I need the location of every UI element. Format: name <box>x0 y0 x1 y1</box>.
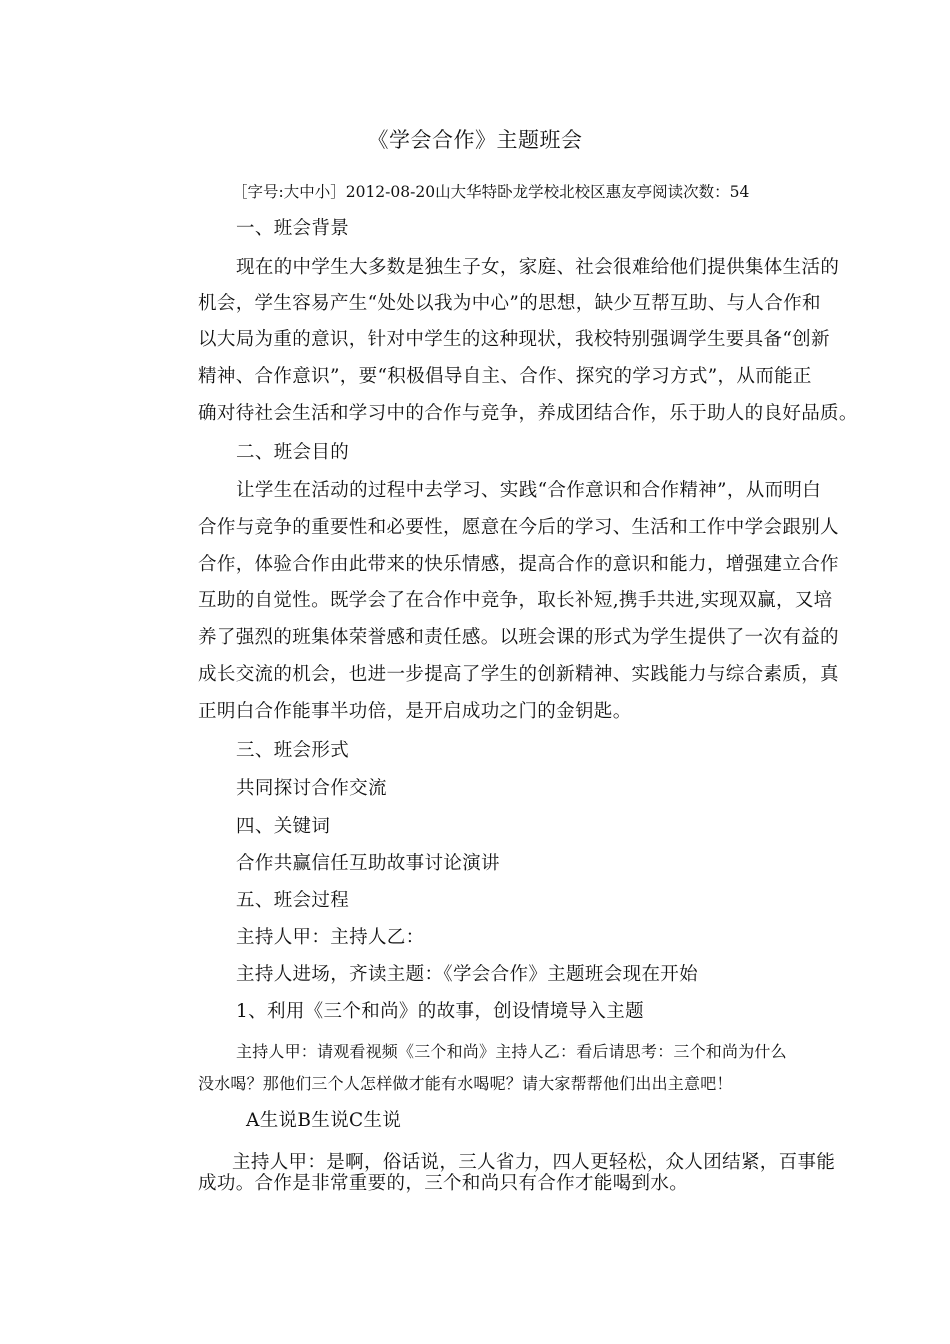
paragraph-line: 成长交流的机会，也进一步提高了学生的创新精神、实践能力与综合素质，真 <box>198 664 839 685</box>
paragraph-line: 互助的自觉性。既学会了在合作中竞争，取长补短,携手共进,实现双赢，又培 <box>198 590 833 611</box>
paragraph-line: 机会，学生容易产生“处处以我为中心”的思想，缺少互帮互助、与人合作和 <box>198 293 821 314</box>
document-title: 《学会合作》主题班会 <box>367 128 583 152</box>
paragraph-line: 合作与竞争的重要性和必要性，愿意在今后的学习、生活和工作中学会跟别人 <box>198 517 839 538</box>
paragraph-line: 成功。合作是非常重要的，三个和尚只有合作才能喝到水。 <box>198 1173 689 1194</box>
section-heading-format: 三、班会形式 <box>236 740 350 761</box>
paragraph-line: 确对待社会生活和学习中的合作与竞争，养成团结合作，乐于助人的良好品质。 <box>198 403 858 424</box>
paragraph-line: 共同探讨合作交流 <box>236 778 387 799</box>
paragraph-line: 没水喝？那他们三个人怎样做才能有水喝呢？请大家帮帮他们出出主意吧！ <box>198 1074 733 1093</box>
paragraph-line: 合作，体验合作由此带来的快乐情感，提高合作的意识和能力，增强建立合作 <box>198 554 839 575</box>
paragraph-line: 主持人甲：主持人乙： <box>236 927 425 948</box>
section-heading-keywords: 四、关键词 <box>236 816 331 837</box>
paragraph-line: A生说B生说C生说 <box>246 1110 402 1131</box>
paragraph-line: 养了强烈的班集体荣誉感和责任感。以班会课的形式为学生提供了一次有益的 <box>198 627 839 648</box>
paragraph-line: 现在的中学生大多数是独生子女，家庭、社会很难给他们提供集体生活的 <box>236 257 840 278</box>
paragraph-line: 精神、合作意识”，要“积极倡导自主、合作、探究的学习方式”，从而能正 <box>198 366 812 387</box>
paragraph-line: 主持人甲：请观看视频《三个和尚》主持人乙：看后请思考：三个和尚为什么 <box>236 1042 787 1061</box>
paragraph-line: 1、利用《三个和尚》的故事，创设情境导入主题 <box>236 1001 644 1022</box>
paragraph-line: 合作共赢信任互助故事讨论演讲 <box>236 853 500 874</box>
section-heading-purpose: 二、班会目的 <box>236 442 350 463</box>
section-heading-process: 五、班会过程 <box>236 890 350 911</box>
paragraph-line: 正明白合作能事半功倍，是开启成功之门的金钥匙。 <box>198 701 632 722</box>
section-heading-background: 一、班会背景 <box>236 218 350 239</box>
paragraph-line: 主持人进场，齐读主题：《学会合作》主题班会现在开始 <box>236 964 699 985</box>
paragraph-line: 让学生在活动的过程中去学习、实践“合作意识和合作精神”，从而明白 <box>236 480 822 501</box>
paragraph-line: 以大局为重的意识，针对中学生的这种现状，我校特别强调学生要具备“创新 <box>198 329 830 350</box>
article-meta: ［字号:大中小］2012-08-20山大华特卧龙学校北校区惠友亭阅读次数：54 <box>232 183 750 201</box>
paragraph-line: 主持人甲：是啊，俗话说，三人省力，四人更轻松，众人团结紧，百事能 <box>232 1152 836 1173</box>
